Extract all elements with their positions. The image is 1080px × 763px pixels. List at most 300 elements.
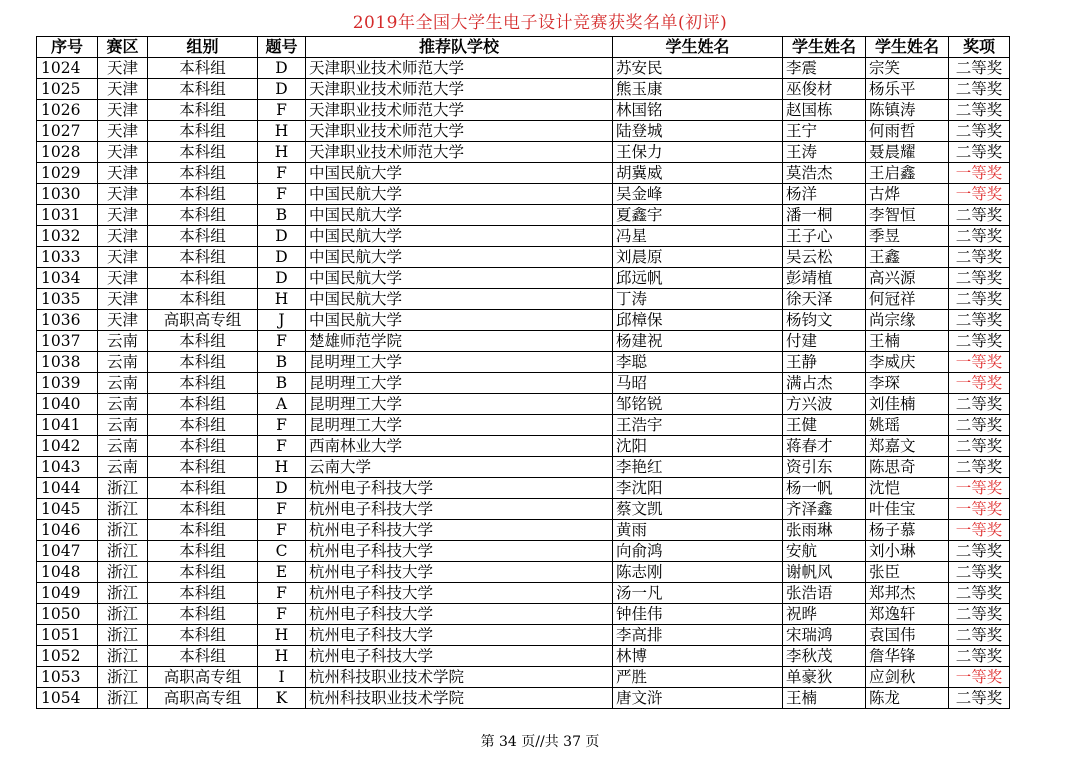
cell-school: 天津职业技术师范大学 [306, 100, 613, 121]
cell-index: 1033 [37, 247, 98, 268]
cell-problem: B [258, 373, 306, 394]
table-row [37, 499, 1010, 520]
cell-group: 本科组 [148, 394, 258, 415]
cell-problem: H [258, 142, 306, 163]
cell-award: 二等奖 [949, 604, 1010, 625]
cell-problem: I [258, 667, 306, 688]
cell-problem: F [258, 100, 306, 121]
cell-group: 本科组 [148, 520, 258, 541]
cell-student-3: 叶佳宝 [866, 499, 949, 520]
cell-problem: C [258, 541, 306, 562]
cell-award: 二等奖 [949, 331, 1010, 352]
cell-problem: F [258, 163, 306, 184]
cell-student-2: 安航 [783, 541, 866, 562]
cell-group: 本科组 [148, 541, 258, 562]
cell-index: 1048 [37, 562, 98, 583]
cell-problem: K [258, 688, 306, 709]
cell-group: 本科组 [148, 373, 258, 394]
cell-region: 浙江 [98, 583, 148, 604]
cell-school: 杭州电子科技大学 [306, 541, 613, 562]
header-region: 赛区 [98, 37, 148, 58]
cell-problem: D [258, 478, 306, 499]
cell-region: 天津 [98, 58, 148, 79]
cell-problem: F [258, 184, 306, 205]
cell-region: 云南 [98, 457, 148, 478]
cell-group: 本科组 [148, 247, 258, 268]
cell-award: 二等奖 [949, 541, 1010, 562]
cell-student-3: 聂晨耀 [866, 142, 949, 163]
cell-index: 1039 [37, 373, 98, 394]
cell-index: 1024 [37, 58, 98, 79]
table-row [37, 373, 1010, 394]
cell-school: 杭州电子科技大学 [306, 499, 613, 520]
cell-award: 二等奖 [949, 625, 1010, 646]
cell-student-1: 林国铭 [613, 100, 783, 121]
cell-student-3: 应剑秋 [866, 667, 949, 688]
cell-student-2: 杨一帆 [783, 478, 866, 499]
cell-student-2: 齐泽鑫 [783, 499, 866, 520]
cell-region: 浙江 [98, 688, 148, 709]
cell-award: 二等奖 [949, 268, 1010, 289]
cell-award: 一等奖 [949, 520, 1010, 541]
cell-group: 本科组 [148, 58, 258, 79]
cell-student-3: 郑邦杰 [866, 583, 949, 604]
cell-award: 二等奖 [949, 226, 1010, 247]
cell-group: 本科组 [148, 163, 258, 184]
cell-student-2: 满占杰 [783, 373, 866, 394]
cell-problem: D [258, 226, 306, 247]
page-title: 2019年全国大学生电子设计竞赛获奖名单(初评) [352, 13, 728, 33]
cell-school: 中国民航大学 [306, 184, 613, 205]
cell-group: 高职高专组 [148, 667, 258, 688]
cell-student-2: 徐天泽 [783, 289, 866, 310]
cell-group: 本科组 [148, 331, 258, 352]
cell-student-1: 林博 [613, 646, 783, 667]
header-student-3: 学生姓名 [866, 37, 949, 58]
table-row [37, 268, 1010, 289]
table-row [37, 646, 1010, 667]
cell-index: 1036 [37, 310, 98, 331]
header-student-1: 学生姓名 [613, 37, 783, 58]
cell-student-3: 张臣 [866, 562, 949, 583]
cell-student-1: 陆登城 [613, 121, 783, 142]
cell-student-2: 王涛 [783, 142, 866, 163]
cell-problem: H [258, 457, 306, 478]
cell-group: 本科组 [148, 583, 258, 604]
cell-problem: A [258, 394, 306, 415]
cell-group: 本科组 [148, 478, 258, 499]
cell-group: 本科组 [148, 562, 258, 583]
cell-region: 浙江 [98, 562, 148, 583]
table-row [37, 247, 1010, 268]
cell-school: 杭州电子科技大学 [306, 583, 613, 604]
cell-student-3: 沈恺 [866, 478, 949, 499]
cell-group: 本科组 [148, 205, 258, 226]
cell-award: 一等奖 [949, 352, 1010, 373]
cell-region: 天津 [98, 121, 148, 142]
cell-student-2: 祝晔 [783, 604, 866, 625]
cell-region: 天津 [98, 184, 148, 205]
cell-student-1: 向俞鸿 [613, 541, 783, 562]
cell-problem: J [258, 310, 306, 331]
cell-problem: E [258, 562, 306, 583]
cell-award: 二等奖 [949, 142, 1010, 163]
cell-school: 杭州电子科技大学 [306, 520, 613, 541]
cell-problem: B [258, 205, 306, 226]
cell-problem: D [258, 268, 306, 289]
cell-group: 本科组 [148, 436, 258, 457]
cell-index: 1049 [37, 583, 98, 604]
cell-school: 杭州科技职业技术学院 [306, 667, 613, 688]
cell-student-2: 杨洋 [783, 184, 866, 205]
header-index: 序号 [37, 37, 98, 58]
cell-index: 1044 [37, 478, 98, 499]
cell-group: 本科组 [148, 79, 258, 100]
cell-region: 浙江 [98, 478, 148, 499]
cell-student-3: 宗笑 [866, 58, 949, 79]
cell-school: 中国民航大学 [306, 205, 613, 226]
cell-index: 1029 [37, 163, 98, 184]
cell-group: 本科组 [148, 415, 258, 436]
cell-problem: D [258, 79, 306, 100]
cell-student-1: 唐文浒 [613, 688, 783, 709]
cell-student-3: 郑逸轩 [866, 604, 949, 625]
table-row [37, 331, 1010, 352]
table-row [37, 604, 1010, 625]
cell-student-3: 何冠祥 [866, 289, 949, 310]
cell-student-2: 王子心 [783, 226, 866, 247]
cell-school: 中国民航大学 [306, 289, 613, 310]
cell-student-2: 巫俊材 [783, 79, 866, 100]
cell-student-3: 王鑫 [866, 247, 949, 268]
cell-school: 昆明理工大学 [306, 394, 613, 415]
cell-student-1: 冯星 [613, 226, 783, 247]
cell-group: 高职高专组 [148, 688, 258, 709]
cell-index: 1032 [37, 226, 98, 247]
cell-student-1: 丁涛 [613, 289, 783, 310]
cell-region: 天津 [98, 289, 148, 310]
table-row [37, 541, 1010, 562]
table-row [37, 583, 1010, 604]
cell-region: 天津 [98, 226, 148, 247]
cell-region: 云南 [98, 352, 148, 373]
cell-index: 1041 [37, 415, 98, 436]
cell-student-1: 黄雨 [613, 520, 783, 541]
cell-student-3: 李智恒 [866, 205, 949, 226]
page-footer: 第 34 页//共 37 页 [480, 734, 600, 750]
cell-student-3: 刘小琳 [866, 541, 949, 562]
cell-student-3: 李威庆 [866, 352, 949, 373]
cell-student-1: 夏鑫宇 [613, 205, 783, 226]
cell-award: 二等奖 [949, 688, 1010, 709]
cell-region: 天津 [98, 142, 148, 163]
cell-student-1: 王保力 [613, 142, 783, 163]
cell-region: 天津 [98, 79, 148, 100]
cell-group: 本科组 [148, 268, 258, 289]
cell-award: 一等奖 [949, 184, 1010, 205]
table-row [37, 184, 1010, 205]
cell-student-3: 杨乐平 [866, 79, 949, 100]
cell-school: 天津职业技术师范大学 [306, 58, 613, 79]
cell-group: 本科组 [148, 142, 258, 163]
cell-index: 1045 [37, 499, 98, 520]
cell-award: 二等奖 [949, 247, 1010, 268]
cell-index: 1035 [37, 289, 98, 310]
cell-index: 1028 [37, 142, 98, 163]
cell-problem: F [258, 604, 306, 625]
cell-student-3: 古烨 [866, 184, 949, 205]
cell-student-2: 王健 [783, 415, 866, 436]
cell-region: 浙江 [98, 625, 148, 646]
header-group: 组别 [148, 37, 258, 58]
cell-student-1: 李沈阳 [613, 478, 783, 499]
table-row [37, 667, 1010, 688]
cell-student-1: 邱远帆 [613, 268, 783, 289]
table-row [37, 289, 1010, 310]
cell-school: 昆明理工大学 [306, 373, 613, 394]
cell-school: 昆明理工大学 [306, 415, 613, 436]
cell-problem: F [258, 520, 306, 541]
table-row [37, 100, 1010, 121]
cell-award: 二等奖 [949, 415, 1010, 436]
cell-school: 杭州电子科技大学 [306, 562, 613, 583]
table-row [37, 415, 1010, 436]
cell-student-1: 杨建祝 [613, 331, 783, 352]
cell-student-1: 李艳红 [613, 457, 783, 478]
cell-school: 杭州电子科技大学 [306, 604, 613, 625]
cell-school: 杭州科技职业技术学院 [306, 688, 613, 709]
cell-award: 二等奖 [949, 100, 1010, 121]
cell-student-1: 邱樟保 [613, 310, 783, 331]
cell-award: 一等奖 [949, 163, 1010, 184]
cell-student-3: 陈镇涛 [866, 100, 949, 121]
cell-award: 二等奖 [949, 436, 1010, 457]
cell-problem: F [258, 499, 306, 520]
cell-index: 1042 [37, 436, 98, 457]
cell-student-2: 谢帆风 [783, 562, 866, 583]
cell-student-1: 陈志刚 [613, 562, 783, 583]
cell-student-3: 袁国伟 [866, 625, 949, 646]
cell-award: 二等奖 [949, 310, 1010, 331]
cell-student-1: 胡冀威 [613, 163, 783, 184]
cell-problem: H [258, 625, 306, 646]
cell-award: 一等奖 [949, 499, 1010, 520]
cell-group: 高职高专组 [148, 310, 258, 331]
cell-region: 浙江 [98, 520, 148, 541]
header-school: 推荐队学校 [306, 37, 613, 58]
cell-student-3: 刘佳楠 [866, 394, 949, 415]
cell-student-2: 资引东 [783, 457, 866, 478]
cell-problem: H [258, 121, 306, 142]
table-row [37, 205, 1010, 226]
cell-student-2: 莫浩杰 [783, 163, 866, 184]
cell-region: 云南 [98, 436, 148, 457]
cell-school: 杭州电子科技大学 [306, 478, 613, 499]
cell-student-3: 郑嘉文 [866, 436, 949, 457]
cell-index: 1027 [37, 121, 98, 142]
cell-index: 1034 [37, 268, 98, 289]
cell-student-2: 宋瑞鸿 [783, 625, 866, 646]
cell-school: 杭州电子科技大学 [306, 646, 613, 667]
cell-index: 1047 [37, 541, 98, 562]
cell-award: 二等奖 [949, 562, 1010, 583]
cell-award: 一等奖 [949, 373, 1010, 394]
cell-problem: F [258, 436, 306, 457]
cell-region: 浙江 [98, 499, 148, 520]
cell-school: 中国民航大学 [306, 310, 613, 331]
cell-group: 本科组 [148, 604, 258, 625]
cell-problem: F [258, 583, 306, 604]
cell-school: 中国民航大学 [306, 247, 613, 268]
cell-index: 1052 [37, 646, 98, 667]
cell-student-1: 李高排 [613, 625, 783, 646]
table-row [37, 394, 1010, 415]
cell-student-2: 赵国栋 [783, 100, 866, 121]
cell-award: 二等奖 [949, 646, 1010, 667]
cell-award: 二等奖 [949, 205, 1010, 226]
cell-school: 楚雄师范学院 [306, 331, 613, 352]
cell-student-3: 高兴源 [866, 268, 949, 289]
cell-index: 1026 [37, 100, 98, 121]
cell-student-2: 付建 [783, 331, 866, 352]
cell-student-2: 张雨琳 [783, 520, 866, 541]
cell-award: 二等奖 [949, 457, 1010, 478]
cell-group: 本科组 [148, 226, 258, 247]
cell-school: 中国民航大学 [306, 226, 613, 247]
header-award: 奖项 [949, 37, 1010, 58]
table-row [37, 562, 1010, 583]
cell-student-2: 王宁 [783, 121, 866, 142]
award-table [36, 36, 1010, 709]
cell-student-3: 詹华锋 [866, 646, 949, 667]
cell-student-1: 李聪 [613, 352, 783, 373]
table-row [37, 121, 1010, 142]
cell-index: 1030 [37, 184, 98, 205]
cell-student-2: 王静 [783, 352, 866, 373]
cell-index: 1046 [37, 520, 98, 541]
cell-student-1: 吴金峰 [613, 184, 783, 205]
cell-award: 二等奖 [949, 121, 1010, 142]
cell-student-1: 沈阳 [613, 436, 783, 457]
cell-group: 本科组 [148, 457, 258, 478]
cell-group: 本科组 [148, 499, 258, 520]
cell-student-1: 钟佳伟 [613, 604, 783, 625]
cell-school: 西南林业大学 [306, 436, 613, 457]
cell-index: 1054 [37, 688, 98, 709]
table-row [37, 163, 1010, 184]
cell-student-3: 王楠 [866, 331, 949, 352]
cell-school: 中国民航大学 [306, 268, 613, 289]
cell-region: 浙江 [98, 541, 148, 562]
header-student-2: 学生姓名 [783, 37, 866, 58]
cell-student-1: 刘晨原 [613, 247, 783, 268]
cell-student-2: 彭靖植 [783, 268, 866, 289]
cell-student-3: 杨子慕 [866, 520, 949, 541]
cell-region: 天津 [98, 163, 148, 184]
cell-student-3: 季昱 [866, 226, 949, 247]
cell-problem: F [258, 331, 306, 352]
cell-index: 1050 [37, 604, 98, 625]
table-header-row [37, 37, 1010, 58]
cell-region: 云南 [98, 415, 148, 436]
cell-student-2: 单豪狄 [783, 667, 866, 688]
cell-region: 天津 [98, 268, 148, 289]
cell-student-1: 苏安民 [613, 58, 783, 79]
cell-student-1: 邹铭锐 [613, 394, 783, 415]
table-row [37, 226, 1010, 247]
table-row [37, 520, 1010, 541]
cell-student-2: 李震 [783, 58, 866, 79]
cell-school: 中国民航大学 [306, 163, 613, 184]
cell-group: 本科组 [148, 352, 258, 373]
cell-award: 一等奖 [949, 667, 1010, 688]
cell-group: 本科组 [148, 289, 258, 310]
cell-group: 本科组 [148, 121, 258, 142]
cell-student-2: 杨钧文 [783, 310, 866, 331]
cell-award: 二等奖 [949, 583, 1010, 604]
cell-problem: D [258, 58, 306, 79]
cell-region: 天津 [98, 247, 148, 268]
cell-school: 天津职业技术师范大学 [306, 79, 613, 100]
cell-index: 1040 [37, 394, 98, 415]
cell-region: 浙江 [98, 604, 148, 625]
cell-student-3: 姚瑶 [866, 415, 949, 436]
cell-group: 本科组 [148, 184, 258, 205]
cell-region: 浙江 [98, 646, 148, 667]
cell-index: 1025 [37, 79, 98, 100]
cell-group: 本科组 [148, 100, 258, 121]
cell-student-2: 方兴波 [783, 394, 866, 415]
cell-student-1: 蔡文凯 [613, 499, 783, 520]
table-row [37, 436, 1010, 457]
cell-school: 杭州电子科技大学 [306, 625, 613, 646]
table-row [37, 352, 1010, 373]
cell-problem: F [258, 415, 306, 436]
cell-student-1: 严胜 [613, 667, 783, 688]
cell-student-1: 王浩宇 [613, 415, 783, 436]
table-body [37, 58, 1010, 709]
table-row [37, 478, 1010, 499]
cell-group: 本科组 [148, 625, 258, 646]
cell-student-2: 潘一桐 [783, 205, 866, 226]
cell-region: 浙江 [98, 667, 148, 688]
cell-problem: H [258, 646, 306, 667]
cell-student-2: 张浩语 [783, 583, 866, 604]
cell-region: 云南 [98, 394, 148, 415]
cell-student-2: 吴云松 [783, 247, 866, 268]
header-problem: 题号 [258, 37, 306, 58]
cell-award: 二等奖 [949, 394, 1010, 415]
cell-region: 云南 [98, 373, 148, 394]
cell-student-2: 蒋春才 [783, 436, 866, 457]
cell-index: 1051 [37, 625, 98, 646]
cell-student-3: 尚宗缘 [866, 310, 949, 331]
table-row [37, 457, 1010, 478]
cell-student-3: 李琛 [866, 373, 949, 394]
cell-group: 本科组 [148, 646, 258, 667]
table-row [37, 688, 1010, 709]
cell-award: 二等奖 [949, 79, 1010, 100]
cell-award: 二等奖 [949, 58, 1010, 79]
table-row [37, 310, 1010, 331]
cell-region: 云南 [98, 331, 148, 352]
cell-problem: B [258, 352, 306, 373]
cell-index: 1043 [37, 457, 98, 478]
cell-index: 1053 [37, 667, 98, 688]
table-row [37, 58, 1010, 79]
cell-problem: H [258, 289, 306, 310]
table-row [37, 142, 1010, 163]
